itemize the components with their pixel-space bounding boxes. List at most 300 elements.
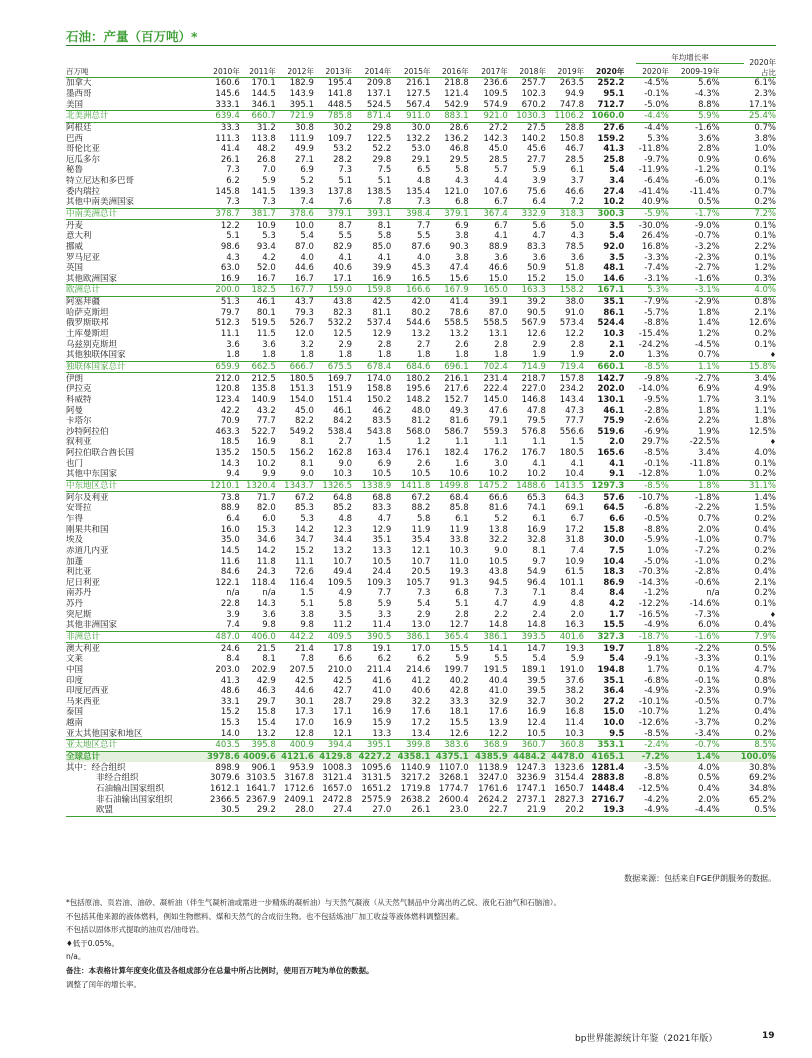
value-cell: 174.0 xyxy=(366,373,392,384)
col-header: 2012年 xyxy=(276,66,314,78)
value-cell: 1.8 xyxy=(455,350,469,361)
share-cell: 0.3% xyxy=(754,273,776,284)
value-cell: 573.4 xyxy=(559,318,585,329)
value-cell: 42.9 xyxy=(256,675,276,686)
value-cell: 84.6 xyxy=(220,567,240,578)
value-cell: 41.0 xyxy=(488,686,508,697)
value-cell: 3.0 xyxy=(494,458,508,469)
value-cell: 10.4 xyxy=(565,469,585,480)
value-cell: 5.9 xyxy=(532,165,546,176)
value-cell: 544.6 xyxy=(406,318,431,329)
value-cell: 1499.8 xyxy=(430,480,468,492)
growth-cell: 1.8% xyxy=(647,643,669,654)
value-cell: 61.5 xyxy=(565,567,585,578)
value-cell: 257.7 xyxy=(521,78,546,89)
value-cell: 29.1 xyxy=(411,154,431,165)
growth-group-header: 年均增长率 xyxy=(671,53,709,62)
value-cell: 41.0 xyxy=(372,686,392,697)
value-cell: 3131.5 xyxy=(361,773,392,784)
value-cell: 18.3 xyxy=(603,567,625,578)
value-cell: 360.7 xyxy=(508,740,546,752)
value-cell: 18.1 xyxy=(449,707,469,718)
publication-title: bp世界能源统计年鉴（2021年版） xyxy=(575,1034,718,1044)
value-cell: 1.6 xyxy=(455,458,469,469)
row-label: 叙利亚 xyxy=(66,437,92,448)
value-cell: 48.6 xyxy=(220,686,240,697)
table-row xyxy=(66,707,776,718)
table-row xyxy=(66,654,776,665)
value-cell: 4129.8 xyxy=(314,751,352,762)
value-cell: 5.1 xyxy=(226,231,240,242)
value-cell: 39.1 xyxy=(488,297,508,308)
value-cell: 12.2 xyxy=(220,220,240,231)
share-cell: 3.1% xyxy=(754,394,776,405)
share-cell: 17.1% xyxy=(748,99,776,110)
value-cell: 82.3 xyxy=(333,307,353,318)
value-cell: 15.2 xyxy=(294,545,314,556)
value-cell: 31.8 xyxy=(565,535,585,546)
growth-cell: -3.7% xyxy=(695,718,720,729)
value-cell: 13.3 xyxy=(372,545,392,556)
growth-cell: 0.7% xyxy=(698,350,720,361)
value-cell: 4478.0 xyxy=(546,751,584,762)
value-cell: 526.7 xyxy=(289,318,314,329)
value-cell: 333.1 xyxy=(215,99,240,110)
value-cell: 25.8 xyxy=(603,154,625,165)
value-cell: 42.7 xyxy=(333,686,353,697)
row-label: 石油输出国家组织 xyxy=(96,783,165,794)
production-table xyxy=(66,66,776,817)
value-cell: 40.4 xyxy=(488,675,508,686)
row-label: 中南美洲总计 xyxy=(66,208,197,220)
value-cell: 398.4 xyxy=(391,208,430,220)
table-row xyxy=(66,556,776,567)
growth-cell: -2.7% xyxy=(695,373,720,384)
value-cell: 49.3 xyxy=(449,405,469,416)
value-cell: 180.2 xyxy=(406,373,431,384)
value-cell: 1.8 xyxy=(338,350,353,361)
value-cell: 12.1 xyxy=(333,728,353,739)
value-cell: 136.2 xyxy=(444,133,469,144)
value-cell: 4.3 xyxy=(570,231,585,242)
value-cell: 401.6 xyxy=(546,631,584,643)
value-cell: 7.3 xyxy=(416,588,431,599)
row-label: 英国 xyxy=(66,263,84,274)
value-cell: 17.3 xyxy=(294,707,314,718)
share-cell: 1.8% xyxy=(754,416,776,427)
value-cell: 227.0 xyxy=(521,384,546,395)
value-cell: 10.9 xyxy=(565,556,585,567)
growth-cell: 1.8% xyxy=(669,480,720,492)
value-cell: 519.6 xyxy=(597,426,625,437)
value-cell: 719.4 xyxy=(546,361,584,373)
value-cell: 10.3 xyxy=(449,545,469,556)
value-cell: 524.5 xyxy=(366,99,392,110)
value-cell: 90.5 xyxy=(527,307,546,318)
value-cell: 85.3 xyxy=(294,503,314,514)
value-cell: 169.7 xyxy=(327,373,353,384)
value-cell: 83.3 xyxy=(527,241,546,252)
value-cell: 12.7 xyxy=(449,620,469,631)
value-cell: 10.7 xyxy=(411,556,431,567)
value-cell: 2.6 xyxy=(455,339,469,350)
value-cell: 2716.7 xyxy=(591,794,625,805)
value-cell: 3.7 xyxy=(570,176,585,187)
growth-cell: -0.1% xyxy=(644,88,669,99)
growth-cell: -4.9% xyxy=(624,805,669,816)
growth-cell: -6.8% xyxy=(644,675,669,686)
value-cell: 15.0 xyxy=(603,707,625,718)
value-cell: 12.8 xyxy=(294,728,314,739)
value-cell: 8.1 xyxy=(532,545,546,556)
value-cell: 4.9 xyxy=(338,588,353,599)
table-row xyxy=(66,220,776,231)
value-cell: 16.9 xyxy=(527,707,546,718)
value-cell: 406.0 xyxy=(240,631,276,643)
value-cell: 1320.4 xyxy=(240,480,276,492)
growth-cell: -14.6% xyxy=(689,599,720,610)
table-row xyxy=(66,99,776,110)
growth-cell: 26.4% xyxy=(641,231,669,242)
value-cell: 2.0 xyxy=(570,609,585,620)
value-cell: 46.1 xyxy=(256,297,276,308)
value-cell: 30.2 xyxy=(333,122,353,133)
value-cell: 81.6 xyxy=(488,503,508,514)
value-cell: 1.8 xyxy=(226,350,240,361)
value-cell: 10.2 xyxy=(527,469,546,480)
value-cell: 45.0 xyxy=(488,144,508,155)
value-cell: 137.1 xyxy=(366,88,392,99)
value-cell: 542.9 xyxy=(444,99,469,110)
growth-cell: 3.4% xyxy=(698,448,720,459)
value-cell: 558.5 xyxy=(483,318,508,329)
table-row xyxy=(66,307,776,318)
value-cell: 28.8 xyxy=(565,122,585,133)
value-cell: 85.8 xyxy=(449,503,469,514)
growth-cell: -8.8% xyxy=(644,318,669,329)
value-cell: 41.3 xyxy=(220,675,240,686)
value-cell: 152.7 xyxy=(444,394,469,405)
value-cell: 29.8 xyxy=(372,696,392,707)
share-cell: 12.5% xyxy=(748,426,776,437)
footnote: ♦低于0.05%。 xyxy=(66,938,120,948)
value-cell: 1008.3 xyxy=(322,762,353,773)
value-cell: 35.1 xyxy=(603,675,625,686)
value-cell: 3.6 xyxy=(494,252,508,263)
value-cell: 83.3 xyxy=(372,503,392,514)
share-cell: 0.7% xyxy=(754,186,776,197)
value-cell: 87.6 xyxy=(411,241,431,252)
value-cell: 2.7 xyxy=(416,339,431,350)
row-label: 哥伦比亚 xyxy=(66,144,101,155)
table-header-row xyxy=(66,66,776,78)
value-cell: 151.9 xyxy=(327,384,353,395)
row-label: 其他欧洲国家 xyxy=(66,273,118,284)
value-cell: 714.9 xyxy=(508,361,546,373)
value-cell: 15.4 xyxy=(256,718,276,729)
share-cell: 8.5% xyxy=(720,740,776,752)
value-cell: 1326.5 xyxy=(314,480,352,492)
growth-cell: 40.9% xyxy=(641,197,669,208)
share-cell: 4.0% xyxy=(754,448,776,459)
value-cell: 659.9 xyxy=(197,361,239,373)
value-cell: 127.5 xyxy=(406,88,431,99)
table-row xyxy=(66,231,776,242)
growth-group-rule xyxy=(636,63,744,64)
growth-cell: -15.4% xyxy=(638,329,669,340)
value-cell: 1247.3 xyxy=(516,762,546,773)
value-cell: 12.2 xyxy=(565,329,585,340)
growth-cell: -1.2% xyxy=(644,588,669,599)
row-label: 委内瑞拉 xyxy=(66,186,101,197)
share-cell: 0.6% xyxy=(754,154,776,165)
value-cell: 7.7 xyxy=(377,588,392,599)
value-cell: 42.8 xyxy=(449,686,469,697)
value-cell: 9.4 xyxy=(226,469,240,480)
share-cell: 31.1% xyxy=(720,480,776,492)
row-label: 墨西哥 xyxy=(66,88,92,99)
value-cell: 32.2 xyxy=(488,535,508,546)
value-cell: 5.3 xyxy=(300,513,314,524)
growth-cell: -6.0% xyxy=(695,176,720,187)
growth-cell: 5.6% xyxy=(698,78,720,89)
table-row xyxy=(66,773,776,784)
value-cell: 57.6 xyxy=(603,492,625,503)
value-cell: 1.8 xyxy=(494,350,508,361)
value-cell: 403.5 xyxy=(197,740,239,752)
growth-cell: -2.3% xyxy=(695,252,720,263)
share-cell: 0.2% xyxy=(754,513,776,524)
value-cell: 74.1 xyxy=(527,503,546,514)
share-cell: 0.2% xyxy=(754,556,776,567)
value-cell: 19.3 xyxy=(449,567,469,578)
value-cell: 16.9 xyxy=(220,273,240,284)
growth-cell: -12.6% xyxy=(638,718,669,729)
row-label: 伊拉克 xyxy=(66,384,92,395)
value-cell: 17.0 xyxy=(411,643,431,654)
row-label: 土库曼斯坦 xyxy=(66,329,109,340)
share-cell: 0.7% xyxy=(754,122,776,133)
growth-cell: -0.5% xyxy=(644,513,669,524)
table-row xyxy=(66,535,776,546)
value-cell: 140.9 xyxy=(251,394,276,405)
row-label: 非经合组织 xyxy=(96,773,139,784)
value-cell: 78.6 xyxy=(449,307,469,318)
table-row xyxy=(66,599,776,610)
value-cell: 96.4 xyxy=(527,577,546,588)
share-cell: 6.1% xyxy=(754,78,776,89)
growth-cell: -4.4% xyxy=(669,805,720,816)
growth-cell: 0.5% xyxy=(698,197,720,208)
value-cell: 1475.2 xyxy=(469,480,508,492)
share-cell: 2.2% xyxy=(754,241,776,252)
value-cell: 19.3 xyxy=(584,805,624,816)
value-cell: 906.1 xyxy=(251,762,276,773)
value-cell: 138.5 xyxy=(366,186,392,197)
value-cell: 3.6 xyxy=(262,339,276,350)
value-cell: 442.2 xyxy=(276,631,314,643)
value-cell: 35.0 xyxy=(220,535,240,546)
row-label: 美国 xyxy=(66,99,84,110)
growth-cell: -4.5% xyxy=(644,78,669,89)
value-cell: 9.5 xyxy=(609,728,625,739)
value-cell: 346.1 xyxy=(251,99,276,110)
value-cell: 367.4 xyxy=(469,208,508,220)
share-cell: 0.8% xyxy=(754,675,776,686)
value-cell: 50.9 xyxy=(527,263,546,274)
row-label: 沙特阿拉伯 xyxy=(66,426,109,437)
value-cell: 696.1 xyxy=(430,361,468,373)
value-cell: 211.4 xyxy=(366,664,392,675)
value-cell: 586.7 xyxy=(444,426,469,437)
value-cell: 1.8 xyxy=(416,350,431,361)
growth-cell: -0.6% xyxy=(695,577,720,588)
growth-cell: 0.9% xyxy=(698,154,720,165)
growth-cell: 1.8% xyxy=(698,307,720,318)
growth-cell: -3.2% xyxy=(695,241,720,252)
value-cell: 3217.2 xyxy=(400,773,431,784)
value-cell: 6.2 xyxy=(377,654,392,665)
table-row xyxy=(66,686,776,697)
growth-cell: -0.1% xyxy=(695,675,720,686)
value-cell: 52.2 xyxy=(372,144,392,155)
value-cell: 512.3 xyxy=(215,318,240,329)
col-header: 2013年 xyxy=(314,66,352,78)
value-cell: 2624.2 xyxy=(478,794,508,805)
value-cell: 252.2 xyxy=(597,78,625,89)
value-cell: 6.1 xyxy=(570,165,585,176)
value-cell: 28.7 xyxy=(333,696,353,707)
value-cell: 327.3 xyxy=(584,631,624,643)
table-row xyxy=(66,751,776,762)
growth-cell: 2.0% xyxy=(698,794,720,805)
value-cell: 16.9 xyxy=(527,524,546,535)
growth-cell: -9.1% xyxy=(644,654,669,665)
value-cell: 48.2 xyxy=(256,144,276,155)
value-cell: 72.6 xyxy=(294,567,314,578)
value-cell: 14.5 xyxy=(220,545,240,556)
value-cell: 14.0 xyxy=(220,728,240,739)
value-cell: 37.6 xyxy=(565,675,585,686)
value-cell: 40.6 xyxy=(333,263,353,274)
value-cell: 1107.0 xyxy=(438,762,469,773)
value-cell: 130.1 xyxy=(597,394,625,405)
value-cell: n/a xyxy=(226,588,240,599)
value-cell: 17.6 xyxy=(488,707,508,718)
value-cell: 5.2 xyxy=(300,176,314,187)
value-cell: 2.4 xyxy=(532,609,546,620)
value-cell: 568.0 xyxy=(406,426,431,437)
growth-cell: 0.1% xyxy=(698,664,720,675)
value-cell: 1641.7 xyxy=(246,783,276,794)
value-cell: 66.6 xyxy=(488,492,508,503)
table-row xyxy=(66,784,776,795)
share-cell: 1.0% xyxy=(754,144,776,155)
value-cell: 12.6 xyxy=(527,329,546,340)
value-cell: 1323.6 xyxy=(554,762,585,773)
value-cell: 145.6 xyxy=(215,88,240,99)
value-cell: 69.1 xyxy=(565,503,585,514)
value-cell: 4.8 xyxy=(570,599,585,610)
col-header-empty xyxy=(720,66,776,78)
value-cell: 6.0 xyxy=(262,513,276,524)
growth-cell: -5.9% xyxy=(644,535,669,546)
value-cell: 3.3 xyxy=(377,609,392,620)
value-cell: 8.7 xyxy=(338,220,353,231)
share-cell: 4.0% xyxy=(720,285,776,297)
value-cell: 4385.9 xyxy=(469,751,508,762)
value-cell: 63.0 xyxy=(220,263,240,274)
value-cell: 154.0 xyxy=(289,394,314,405)
growth-cell: -9.0% xyxy=(695,220,720,231)
value-cell: 3.6 xyxy=(262,609,276,620)
footnote: *包括原油、页岩油、油砂、凝析油（伴生气凝析油或需进一步精炼的凝析油）与天然气凝液（从天然气制品中分离出的乙烷、液化石油气和石脑油）。 xyxy=(66,898,561,907)
value-cell: 43.2 xyxy=(256,405,276,416)
table-row xyxy=(66,762,776,773)
value-cell: 212.0 xyxy=(215,373,240,384)
share-cell: 12.6% xyxy=(748,318,776,329)
row-label: 泰国 xyxy=(66,707,84,718)
growth-cell: -9.7% xyxy=(644,154,669,165)
row-label: 其他中南美洲国家 xyxy=(66,197,135,208)
value-cell: 27.5 xyxy=(527,122,546,133)
value-cell: 7.3 xyxy=(226,197,240,208)
value-cell: 15.0 xyxy=(565,273,585,284)
share-cell: 0.1% xyxy=(754,654,776,665)
value-cell: 116.4 xyxy=(289,577,314,588)
value-cell: 3.8 xyxy=(455,252,469,263)
value-cell: 9.0 xyxy=(494,545,508,556)
value-cell: 30.5 xyxy=(197,805,239,816)
value-cell: 94.5 xyxy=(488,577,508,588)
value-cell: 48.1 xyxy=(603,263,625,274)
value-cell: 95.1 xyxy=(603,88,625,99)
growth-cell: -4.9% xyxy=(644,686,669,697)
value-cell: 176.2 xyxy=(483,448,508,459)
growth-cell: -11.4% xyxy=(689,186,720,197)
row-label: 中东地区总计 xyxy=(66,480,197,492)
value-cell: 48.0 xyxy=(411,405,431,416)
value-cell: 15.2 xyxy=(220,707,240,718)
value-cell: 3236.9 xyxy=(516,773,546,784)
share-cell: 30.8% xyxy=(748,762,776,773)
value-cell: 30.1 xyxy=(294,696,314,707)
value-cell: 5.4 xyxy=(609,231,625,242)
table-row xyxy=(66,176,776,187)
value-cell: 1.2 xyxy=(416,437,431,448)
value-cell: 182.5 xyxy=(240,285,276,297)
value-cell: 83.5 xyxy=(372,416,392,427)
value-cell: 27.1 xyxy=(294,154,314,165)
value-cell: 522.7 xyxy=(251,426,276,437)
value-cell: 41.3 xyxy=(603,144,625,155)
value-cell: 47.4 xyxy=(449,263,469,274)
share-cell: 0.2% xyxy=(754,718,776,729)
value-cell: 2827.3 xyxy=(554,794,585,805)
value-cell: 7.5 xyxy=(609,545,625,556)
value-cell: 163.3 xyxy=(508,285,546,297)
value-cell: 39.5 xyxy=(527,675,546,686)
value-cell: 4.8 xyxy=(338,513,353,524)
value-cell: 22.8 xyxy=(220,599,240,610)
value-cell: 67.2 xyxy=(294,492,314,503)
value-cell: 5.1 xyxy=(377,176,392,187)
growth-cell: 1.9% xyxy=(698,426,720,437)
value-cell: 109.3 xyxy=(366,577,392,588)
value-cell: 7.0 xyxy=(262,165,276,176)
value-cell: 15.5 xyxy=(449,643,469,654)
table-row xyxy=(66,350,776,361)
